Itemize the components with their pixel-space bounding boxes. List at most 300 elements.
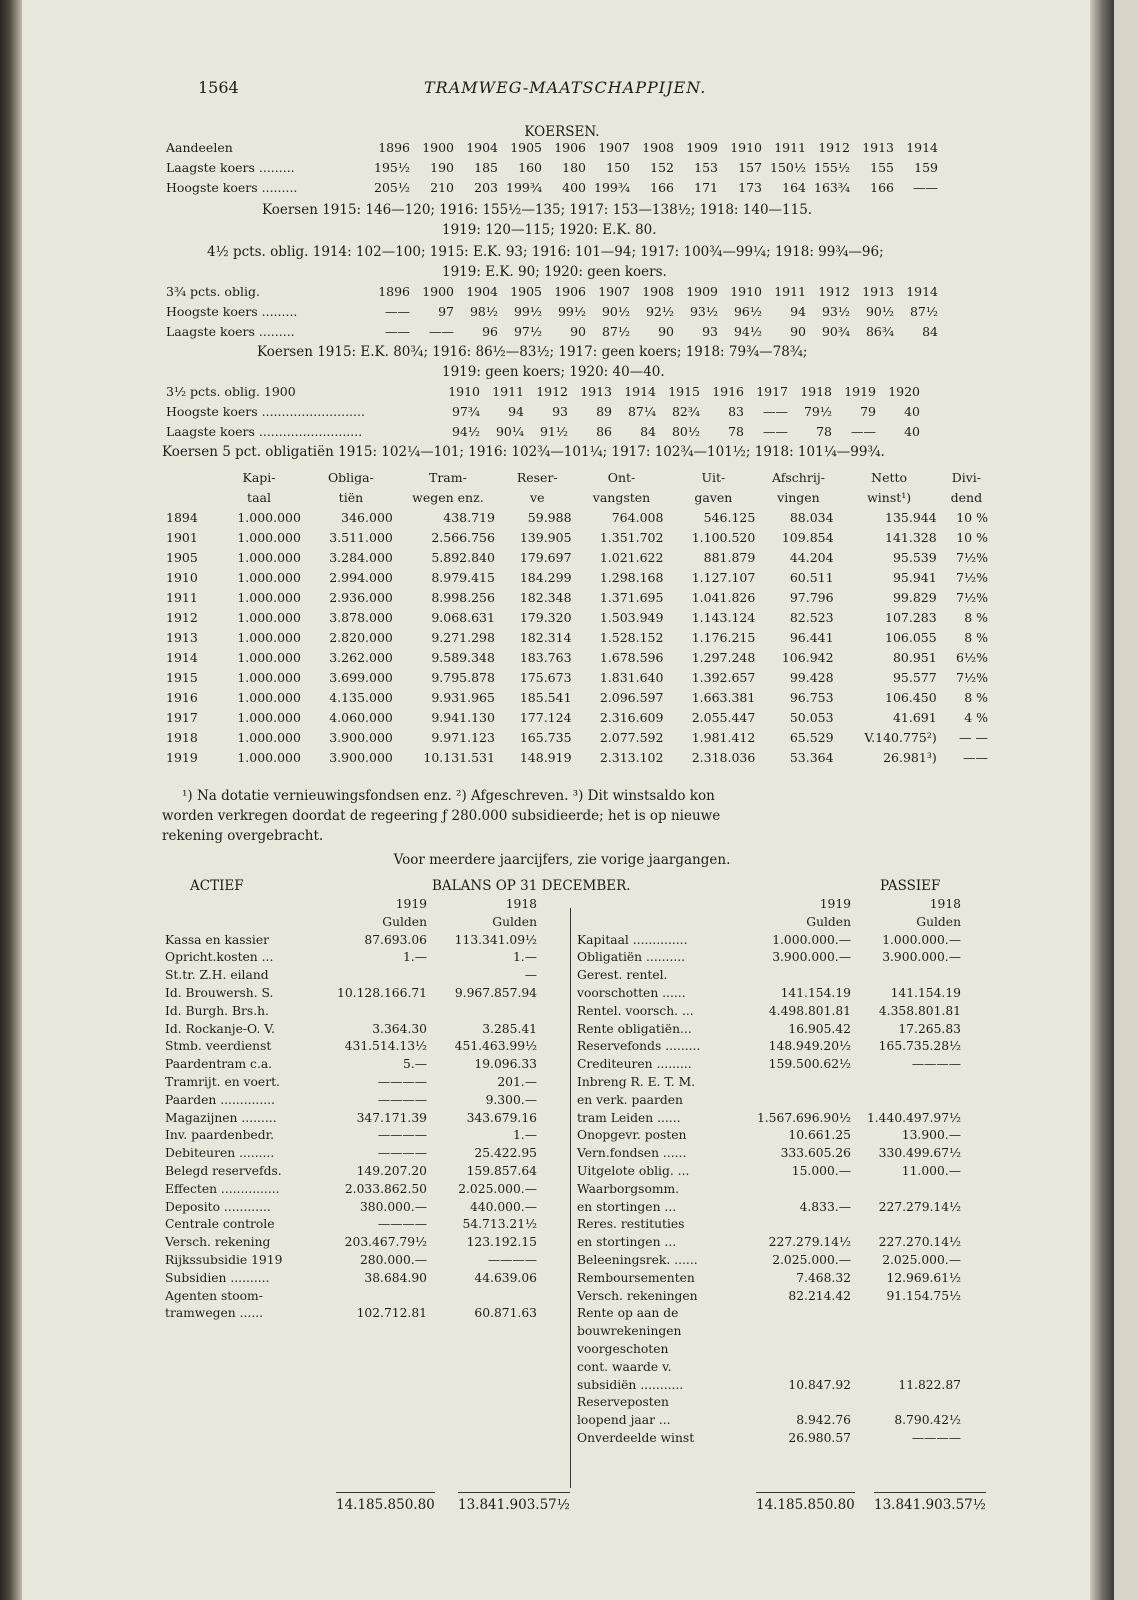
item-value: 54.713.21½ xyxy=(462,1217,537,1232)
document-page xyxy=(22,0,1114,1600)
price-cell: —— xyxy=(763,404,788,419)
list-item xyxy=(162,1270,540,1288)
value-cell: 65.529 xyxy=(789,730,834,745)
item-value: ———— xyxy=(377,1128,427,1143)
value-cell: 1.000.000 xyxy=(237,570,301,585)
list-item xyxy=(574,1074,964,1092)
year-cell: 1910 xyxy=(448,384,480,399)
value-cell: 7½% xyxy=(956,670,988,685)
item-value: 7.468.32 xyxy=(796,1270,851,1285)
price-cell: 199¾ xyxy=(594,180,630,195)
aandeelen-note-1: Koersen 1915: 146—120; 1916: 155½—135; 1917: 153—138½; 1918: 140—115. xyxy=(262,202,813,218)
value-cell: 10 % xyxy=(956,510,988,525)
year-cell: 1913 xyxy=(580,384,612,399)
value-cell: 1.000.000 xyxy=(237,510,301,525)
year-cell: 1894 xyxy=(166,510,198,525)
value-cell: 1.127.107 xyxy=(691,570,756,585)
oblig-3three-quarter-note-1: Koersen 1915: E.K. 80¾; 1916: 86½—83½; 1917: geen koers; 1918: 79¾—78¾; xyxy=(257,344,808,360)
item-value: — xyxy=(524,968,537,983)
value-cell: 2.077.592 xyxy=(599,730,664,745)
item-value xyxy=(750,1092,854,1110)
value-cell: 2.566.756 xyxy=(431,530,495,545)
passief-year-1918: 1918 xyxy=(929,897,961,911)
item-value xyxy=(328,967,430,985)
year-cell: 1904 xyxy=(466,140,498,155)
value-cell: 9.068.631 xyxy=(431,610,495,625)
price-cell: 90 xyxy=(658,324,674,339)
value-cell: 1.298.168 xyxy=(599,570,664,585)
list-item xyxy=(574,1127,964,1145)
price-cell: 97½ xyxy=(513,324,542,339)
price-cell: 93 xyxy=(552,404,568,419)
column-divider xyxy=(570,908,571,1488)
item-label: Gerest. rentel. xyxy=(577,968,668,983)
list-item xyxy=(162,1056,540,1074)
list-item xyxy=(574,1021,964,1039)
value-cell: 4.060.000 xyxy=(329,710,393,725)
aandeelen-note-2: 1919: 120—115; 1920: E.K. 80. xyxy=(442,222,657,238)
item-value: 330.499.67½ xyxy=(878,1146,961,1161)
price-cell: —— xyxy=(851,424,876,439)
passief-label: PASSIEF xyxy=(880,878,941,894)
price-cell: 86 xyxy=(596,424,612,439)
item-value: 26.980.57 xyxy=(788,1430,851,1445)
item-value: 9.967.857.94 xyxy=(454,985,537,1000)
passief-unit-1918: Gulden xyxy=(916,914,961,929)
value-cell: 183.763 xyxy=(519,650,572,665)
value-cell: 1.000.000 xyxy=(237,690,301,705)
item-value xyxy=(854,1305,964,1323)
value-cell: 177.124 xyxy=(519,710,572,725)
value-cell: 96.441 xyxy=(789,630,834,645)
item-value: ———— xyxy=(377,1146,427,1161)
value-cell: 1.371.695 xyxy=(599,590,664,605)
year-cell: 1913 xyxy=(862,140,894,155)
value-cell: 135.944 xyxy=(885,510,937,525)
value-cell: 95.941 xyxy=(892,570,937,585)
item-value xyxy=(750,1394,854,1412)
table-row xyxy=(162,528,992,548)
value-cell: 106.942 xyxy=(781,650,834,665)
actief-label: ACTIEF xyxy=(190,878,244,894)
balans-title: BALANS OP 31 DECEMBER. xyxy=(432,878,631,894)
value-cell: 1.503.949 xyxy=(599,610,664,625)
column-header: gaven xyxy=(694,490,733,505)
list-item xyxy=(162,1021,540,1039)
value-cell: 1.000.000 xyxy=(237,750,301,765)
price-cell: 79 xyxy=(860,404,876,419)
actief-year-1918: 1918 xyxy=(505,897,537,911)
price-cell: 40 xyxy=(904,404,920,419)
list-item xyxy=(574,1199,964,1217)
page-number: 1564 xyxy=(198,78,239,97)
year-cell: 1912 xyxy=(536,384,568,399)
item-label: Paardentram c.a. xyxy=(165,1057,273,1072)
item-value: 1.000.000.— xyxy=(882,932,961,947)
value-cell: 44.204 xyxy=(789,550,834,565)
column-header: Divi- xyxy=(951,470,982,485)
year-cell: 1918 xyxy=(166,730,198,745)
value-cell: 10.131.531 xyxy=(423,750,495,765)
price-cell: 94½ xyxy=(733,324,762,339)
value-cell: 1.663.381 xyxy=(691,690,756,705)
item-value xyxy=(854,967,964,985)
value-cell: 9.589.348 xyxy=(431,650,495,665)
value-cell: 346.000 xyxy=(341,510,393,525)
aandeelen-table xyxy=(162,138,942,198)
value-cell: 3.284.000 xyxy=(329,550,393,565)
price-cell: 87¼ xyxy=(627,404,656,419)
item-value: ———— xyxy=(377,1074,427,1089)
item-value: 1.000.000.— xyxy=(772,932,851,947)
value-cell: 182.348 xyxy=(519,590,572,605)
oblig-3three-quarter-laagste-row xyxy=(162,322,942,342)
value-cell: 9.941.130 xyxy=(431,710,495,725)
price-cell: 159 xyxy=(914,160,938,175)
list-item xyxy=(574,1163,964,1181)
price-cell: 99½ xyxy=(513,304,542,319)
item-value: 82.214.42 xyxy=(788,1288,851,1303)
table-row xyxy=(162,508,992,528)
list-item xyxy=(574,1341,964,1359)
item-value xyxy=(854,1216,964,1234)
item-label: Rente op aan de xyxy=(577,1306,679,1321)
list-item xyxy=(162,1145,540,1163)
year-cell: 1915 xyxy=(166,670,198,685)
value-cell: 5.892.840 xyxy=(431,550,495,565)
column-header: ve xyxy=(530,490,545,505)
oblig-3three-quarter-label: 3¾ pcts. oblig. xyxy=(166,284,260,299)
item-value: 227.279.14½ xyxy=(878,1199,961,1214)
item-value: 2.025.000.— xyxy=(882,1252,961,1267)
table-row xyxy=(162,648,992,668)
price-cell: 400 xyxy=(562,180,586,195)
price-cell: 173 xyxy=(738,180,762,195)
year-cell: 1906 xyxy=(554,284,586,299)
item-value: 19.096.33 xyxy=(474,1057,537,1072)
item-value: ———— xyxy=(487,1252,537,1267)
list-item xyxy=(574,949,964,967)
column-header: Reser- xyxy=(516,470,558,485)
value-cell: 99.428 xyxy=(789,670,834,685)
list-item xyxy=(574,1430,964,1448)
item-value: ———— xyxy=(377,1217,427,1232)
value-cell: 2.096.597 xyxy=(599,690,664,705)
list-item xyxy=(162,1092,540,1110)
value-cell: 1.000.000 xyxy=(237,550,301,565)
item-label: St.tr. Z.H. eiland xyxy=(165,968,269,983)
list-item xyxy=(574,1056,964,1074)
column-header: wegen enz. xyxy=(412,490,484,505)
item-value: 141.154.19 xyxy=(780,985,851,1000)
price-cell: 87½ xyxy=(601,324,630,339)
item-value: 87.693.06 xyxy=(364,932,427,947)
year-cell: 1918 xyxy=(800,384,832,399)
list-item xyxy=(162,949,540,967)
price-cell: 166 xyxy=(870,180,894,195)
list-item xyxy=(162,1234,540,1252)
item-value xyxy=(854,1092,964,1110)
actief-unit-1919: Gulden xyxy=(382,914,427,929)
price-cell: 98½ xyxy=(469,304,498,319)
footnote-line-2: worden verkregen doordat de regeering ƒ 280.000 subsidieerde; het is op nieuwe xyxy=(162,808,721,824)
price-cell: 80½ xyxy=(671,424,700,439)
price-cell: 84 xyxy=(640,424,656,439)
item-value: 123.192.15 xyxy=(466,1235,537,1250)
year-cell: 1900 xyxy=(422,140,454,155)
value-cell: 1.000.000 xyxy=(237,650,301,665)
item-label: bouwrekeningen xyxy=(577,1324,682,1339)
oblig-3three-quarter-note-2: 1919: geen koers; 1920: 40—40. xyxy=(442,364,665,380)
item-value xyxy=(854,1181,964,1199)
year-cell: 1906 xyxy=(554,140,586,155)
item-value: ———— xyxy=(911,1430,961,1445)
year-cell: 1910 xyxy=(166,570,198,585)
item-value: 17.265.83 xyxy=(898,1021,961,1036)
item-label: Opricht.kosten ... xyxy=(165,950,274,965)
item-value: 203.467.79½ xyxy=(344,1235,427,1250)
more-years-note: Voor meerdere jaarcijfers, zie vorige jaargangen. xyxy=(393,852,731,868)
oblig-3three-quarter-year-row xyxy=(162,282,942,302)
price-cell: 96½ xyxy=(733,304,762,319)
item-label: Paarden .............. xyxy=(165,1092,275,1107)
item-label: Kassa en kassier xyxy=(165,932,269,947)
list-item xyxy=(162,1199,540,1217)
list-item xyxy=(574,1412,964,1430)
oblig-3three-quarter-hoogste-row xyxy=(162,302,942,322)
actief-table xyxy=(162,896,540,1323)
item-label: Beleeningsrek. ...... xyxy=(577,1252,698,1267)
value-cell: 185.541 xyxy=(519,690,572,705)
oblig-3half-laagste-label: Laagste koers .......................... xyxy=(166,424,363,439)
price-cell: 190 xyxy=(430,160,454,175)
price-cell: 166 xyxy=(650,180,674,195)
price-cell: 91½ xyxy=(539,424,568,439)
price-cell: —— xyxy=(913,180,938,195)
value-cell: 95.577 xyxy=(892,670,937,685)
year-cell: 1913 xyxy=(862,284,894,299)
passief-total-1918: 13.841.903.57½ xyxy=(874,1492,986,1515)
item-value: 1.440.497.97½ xyxy=(866,1110,961,1125)
item-value xyxy=(750,1323,854,1341)
column-header: Netto xyxy=(871,470,908,485)
list-item xyxy=(162,1216,540,1234)
price-cell: 93½ xyxy=(689,304,718,319)
aandeelen-hoogste-row xyxy=(162,178,942,198)
value-cell: 53.364 xyxy=(789,750,834,765)
value-cell: 7½% xyxy=(956,570,988,585)
item-value: 141.154.19 xyxy=(890,985,961,1000)
price-cell: 160 xyxy=(518,160,542,175)
column-header: vangsten xyxy=(592,490,651,505)
year-cell: 1911 xyxy=(774,140,806,155)
value-cell: 7½% xyxy=(956,550,988,565)
price-cell: 78 xyxy=(816,424,832,439)
oblig-3half-year-row xyxy=(162,382,924,402)
item-label: Id. Brouwersh. S. xyxy=(165,985,274,1000)
price-cell: 79½ xyxy=(803,404,832,419)
value-cell: 139.905 xyxy=(519,530,572,545)
price-cell: 163¾ xyxy=(814,180,850,195)
list-item xyxy=(162,1288,540,1306)
year-cell: 1914 xyxy=(906,140,938,155)
price-cell: 90 xyxy=(570,324,586,339)
value-cell: 10 % xyxy=(956,530,988,545)
item-label: en stortingen ... xyxy=(577,1235,677,1250)
item-label: Id. Rockanje-O. V. xyxy=(165,1021,275,1036)
price-cell: 87½ xyxy=(909,304,938,319)
price-cell: 150½ xyxy=(770,160,806,175)
item-value: 38.684.90 xyxy=(364,1270,427,1285)
item-value: 165.735.28½ xyxy=(878,1039,961,1054)
value-cell: 1.000.000 xyxy=(237,530,301,545)
price-cell: —— xyxy=(385,324,410,339)
list-item xyxy=(574,1288,964,1306)
list-item xyxy=(574,1003,964,1021)
year-cell: 1896 xyxy=(378,284,410,299)
value-cell: 165.735 xyxy=(519,730,572,745)
value-cell: 41.691 xyxy=(892,710,937,725)
value-cell: 1.981.412 xyxy=(691,730,756,745)
footnote-line-3: rekening overgebracht. xyxy=(162,828,324,844)
item-value xyxy=(750,1305,854,1323)
price-cell: 195½ xyxy=(374,160,410,175)
item-value: ———— xyxy=(911,1057,961,1072)
price-cell: 152 xyxy=(650,160,674,175)
item-label: voorgeschoten xyxy=(577,1341,669,1356)
page-header xyxy=(162,70,982,96)
value-cell: 8.979.415 xyxy=(431,570,495,585)
item-value: 227.270.14½ xyxy=(878,1235,961,1250)
item-label: Centrale controle xyxy=(165,1217,275,1232)
list-item xyxy=(574,1270,964,1288)
item-value: 431.514.13½ xyxy=(344,1039,427,1054)
price-cell: 94½ xyxy=(451,424,480,439)
item-value: 1.567.696.90½ xyxy=(756,1110,851,1125)
item-value: 280.000.— xyxy=(359,1252,427,1267)
koersen-title: KOERSEN. xyxy=(524,124,600,140)
list-item xyxy=(574,1305,964,1323)
item-value xyxy=(430,1288,540,1306)
passief-body xyxy=(574,932,964,1448)
value-cell: 95.539 xyxy=(892,550,937,565)
year-cell: 1913 xyxy=(166,630,198,645)
year-cell: 1912 xyxy=(818,140,850,155)
list-item xyxy=(574,967,964,985)
price-cell: 155½ xyxy=(814,160,850,175)
price-cell: 97 xyxy=(438,304,454,319)
item-label: Onopgevr. posten xyxy=(577,1128,687,1143)
item-label: Belegd reservefds. xyxy=(165,1163,282,1178)
price-cell: 180 xyxy=(562,160,586,175)
value-cell: 59.988 xyxy=(527,510,572,525)
table-row xyxy=(162,708,992,728)
item-value: 11.000.— xyxy=(901,1163,961,1178)
item-value: 8.942.76 xyxy=(796,1413,851,1428)
year-cell: 1910 xyxy=(730,284,762,299)
actief-unit-row xyxy=(162,914,540,932)
column-header xyxy=(162,488,213,508)
item-value: 440.000.— xyxy=(469,1199,537,1214)
value-cell: 96.753 xyxy=(789,690,834,705)
item-label: Onverdeelde winst xyxy=(577,1430,695,1445)
book-spine xyxy=(0,0,22,1600)
table-row xyxy=(162,568,992,588)
item-value xyxy=(854,1323,964,1341)
value-cell: 2.313.102 xyxy=(599,750,664,765)
price-cell: 93 xyxy=(702,324,718,339)
value-cell: 1.143.124 xyxy=(691,610,756,625)
value-cell: 8 % xyxy=(964,690,988,705)
value-cell: 3.900.000 xyxy=(329,750,393,765)
item-label: cont. waarde v. xyxy=(577,1359,672,1374)
price-cell: 210 xyxy=(430,180,454,195)
list-item xyxy=(162,932,540,950)
item-label: Magazijnen ......... xyxy=(165,1110,277,1125)
item-label: Rentel. voorsch. ... xyxy=(577,1003,694,1018)
value-cell: 1.528.152 xyxy=(599,630,664,645)
price-cell: 94 xyxy=(790,304,806,319)
passief-year-1919: 1919 xyxy=(819,897,851,911)
financials-table xyxy=(162,468,992,768)
item-label: Subsidien .......... xyxy=(165,1270,270,1285)
value-cell: 1.100.520 xyxy=(691,530,756,545)
price-cell: 205½ xyxy=(374,180,410,195)
value-cell: 9.931.965 xyxy=(431,690,495,705)
value-cell: 4.135.000 xyxy=(329,690,393,705)
value-cell: 1.000.000 xyxy=(237,670,301,685)
year-cell: 1896 xyxy=(378,140,410,155)
value-cell: 80.951 xyxy=(892,650,937,665)
item-value xyxy=(854,1394,964,1412)
year-cell: 1916 xyxy=(712,384,744,399)
item-value: 343.679.16 xyxy=(466,1110,537,1125)
value-cell: 1.176.215 xyxy=(691,630,756,645)
value-cell: 438.719 xyxy=(443,510,495,525)
financials-header-row-1 xyxy=(162,468,992,488)
item-label: Rijkssubsidie 1919 xyxy=(165,1252,283,1267)
list-item xyxy=(574,1181,964,1199)
oblig-3three-quarter-table xyxy=(162,282,942,342)
value-cell: — — xyxy=(959,730,988,745)
list-item xyxy=(574,1323,964,1341)
value-cell: 8 % xyxy=(964,630,988,645)
list-item xyxy=(162,1252,540,1270)
oblig-5pct-note: Koersen 5 pct. obligatiën 1915: 102¼—101; 1916: 102¾—101¼; 1917: 102¾—101½; 1918: 101¼—99¾. xyxy=(162,444,885,460)
item-value: 44.639.06 xyxy=(474,1270,537,1285)
year-cell: 1908 xyxy=(642,140,674,155)
column-header: Obliga- xyxy=(327,470,374,485)
item-value xyxy=(750,1359,854,1377)
value-cell: 1.000.000 xyxy=(237,730,301,745)
value-cell: 2.936.000 xyxy=(329,590,393,605)
table-row xyxy=(162,608,992,628)
year-cell: 1905 xyxy=(510,140,542,155)
column-header: taal xyxy=(247,490,271,505)
item-value xyxy=(854,1341,964,1359)
price-cell: 99½ xyxy=(557,304,586,319)
value-cell: 3.900.000 xyxy=(329,730,393,745)
year-cell: 1919 xyxy=(166,750,198,765)
item-label: Kapitaal .............. xyxy=(577,932,688,947)
year-cell: 1909 xyxy=(686,284,718,299)
year-cell: 1907 xyxy=(598,140,630,155)
item-value: 451.463.99½ xyxy=(454,1039,537,1054)
item-label: Waarborgsomm. xyxy=(577,1181,680,1196)
actief-unit-1918: Gulden xyxy=(492,914,537,929)
value-cell: 2.316.609 xyxy=(599,710,664,725)
value-cell: 1.021.622 xyxy=(599,550,664,565)
